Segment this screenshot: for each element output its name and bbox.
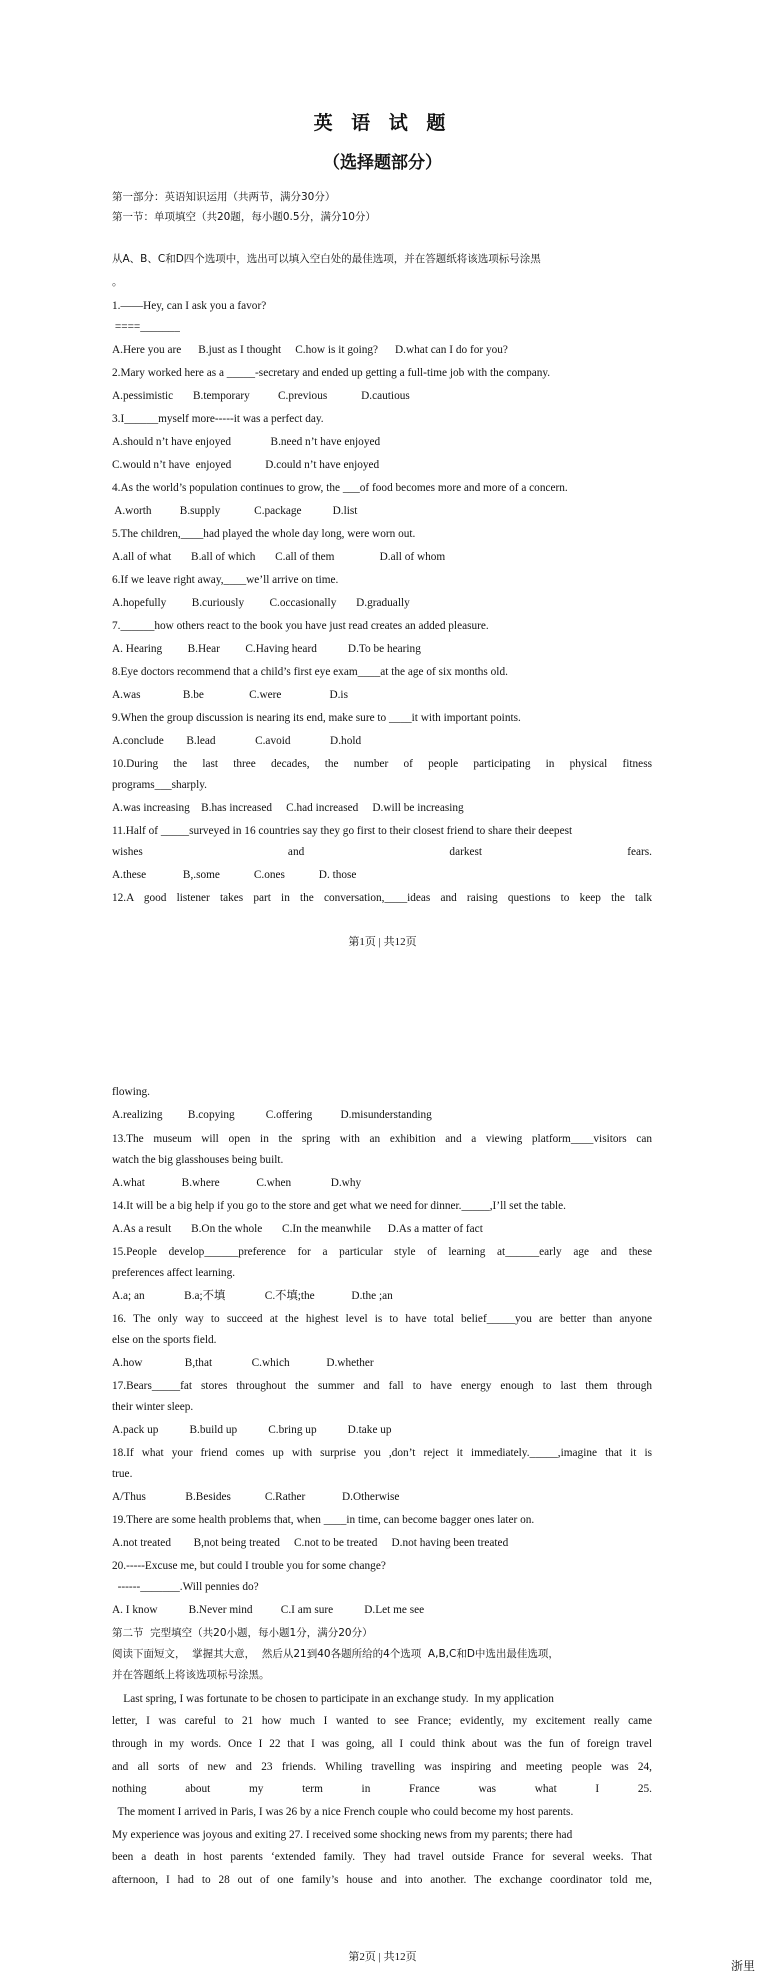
text-line: 13.The museum will open in the spring with an exhibition and a viewing platform____visitors can	[112, 1133, 652, 1145]
text-line: A.what B.where C.when D.why	[112, 1177, 362, 1189]
exam-subtitle: （选择题部分）	[323, 153, 442, 173]
page-1	[0, 0, 765, 960]
text-line: A.was B.be C.were D.is	[112, 689, 348, 701]
text-line: A.conclude B.lead C.avoid D.hold	[112, 735, 362, 747]
text-line: ====_______	[112, 321, 180, 333]
text-line: A.these B,.some C.ones D. those	[112, 869, 357, 881]
text-line: 7.______how others react to the book you have just read creates an added pleasure.	[112, 620, 489, 632]
text-line: A.was increasing B.has increased C.had increased D.will be increasing	[112, 802, 464, 814]
page-2	[0, 1080, 765, 1980]
text-line: 9.When the group discussion is nearing its end, make sure to ____it with important points.	[112, 712, 521, 724]
text-line: 16. The only way to succeed at the highest level is to have total belief_____you are better than anyone	[112, 1313, 652, 1325]
text-line: A.not treated B,not being treated C.not to be treated D.not having been treated	[112, 1537, 509, 1549]
text-line: A.realizing B.copying C.offering D.misunderstanding	[112, 1109, 432, 1121]
text-line: A.how B,that C.which D.whether	[112, 1357, 374, 1369]
text-line: 17.Bears_____fat stores throughout the summer and fall to have energy enough to last them through	[112, 1380, 652, 1392]
text-line: through in my words. Once I 22 that I was going, all I could think about was the fun of foreign travel	[112, 1738, 652, 1750]
text-line: A. I know B.Never mind C.I am sure D.Let me see	[112, 1604, 425, 1616]
text-line: 阅读下面短文， 掌握其大意， 然后从21到40各题所给的4个选项 A,B,C和D中选出最佳选项，	[112, 1648, 559, 1660]
text-line: ------_______.Will pennies do?	[112, 1581, 259, 1593]
text-line: their winter sleep.	[112, 1401, 194, 1413]
text-line: A.As a result B.On the whole C.In the meanwhile D.As a matter of fact	[112, 1223, 483, 1235]
text-line: 20.-----Excuse me, but could I trouble you for some change?	[112, 1560, 386, 1572]
text-line: A.hopefully B.curiously C.occasionally D.gradually	[112, 597, 410, 609]
page-2-footer: 第2页 | 共12页	[348, 1951, 417, 1963]
text-line: else on the sports field.	[112, 1334, 217, 1346]
text-line: 第一节：单项填空（共20题，每小题0.5分，满分10分）	[112, 211, 376, 223]
text-line: A.should n’t have enjoyed B.need n’t have enjoyed	[112, 436, 381, 448]
text-line: A. Hearing B.Hear C.Having heard D.To be hearing	[112, 643, 421, 655]
text-line: A.worth B.supply C.package D.list	[112, 505, 358, 517]
text-line: The moment I arrived in Paris, I was 26 by a nice French couple who could become my host parents.	[112, 1806, 574, 1818]
text-line: nothing about my term in France was what I 25.	[112, 1783, 652, 1795]
text-line: 1.——Hey, can I ask you a favor?	[112, 300, 267, 312]
text-line: 并在答题纸上将该选项标号涂黑。	[112, 1669, 270, 1681]
text-line: 14.It will be a big help if you go to the store and get what we need for dinner._____,I’ll set the table.	[112, 1200, 566, 1212]
text-line: A.pessimistic B.temporary C.previous D.cautious	[112, 390, 410, 402]
text-line: 12.A good listener takes part in the conversation,____ideas and raising questions to keep the talk	[112, 892, 652, 904]
text-line: 11.Half of _____surveyed in 16 countries say they go first to their closest friend to share their deepest	[112, 825, 573, 837]
text-line: 从A、B、C和D四个选项中，选出可以填入空白处的最佳选项，并在答题纸将该选项标号涂黑	[112, 253, 541, 265]
text-line: Last spring, I was fortunate to be chosen to participate in an exchange study. In my application	[112, 1693, 554, 1705]
page-1-footer: 第1页 | 共12页	[348, 936, 417, 948]
text-line: programs___sharply.	[112, 779, 207, 791]
text-line: and all sorts of new and 23 friends. Whiling travelling was inspiring and meeting people was 24,	[112, 1761, 652, 1773]
corner-watermark: 浙里	[730, 1959, 755, 1973]
text-line: 8.Eye doctors recommend that a child’s first eye exam____at the age of six months old.	[112, 666, 508, 678]
text-line: My experience was joyous and exiting 27. I received some shocking news from my parents; there had	[112, 1829, 573, 1841]
exam-title: 英 语 试 题	[313, 112, 452, 134]
text-line: A.a; an B.a;不填 C.不填;the D.the ;an	[112, 1290, 393, 1302]
text-line: A/Thus B.Besides C.Rather D.Otherwise	[112, 1491, 400, 1503]
text-line: 4.As the world’s population continues to grow, the ___of food becomes more and more of a concern.	[112, 482, 568, 494]
text-line: 第二节 完型填空（共20小题，每小题1分，满分20分）	[112, 1627, 373, 1639]
text-line: A.pack up B.build up C.bring up D.take up	[112, 1424, 392, 1436]
text-line: 3.I______myself more-----it was a perfect day.	[112, 413, 324, 425]
text-line: A.Here you are B.just as I thought C.how is it going? D.what can I do for you?	[112, 344, 508, 356]
text-line: 18.If what your friend comes up with surprise you ,don’t reject it immediately._____,imagine that it is	[112, 1447, 652, 1459]
text-line: A.all of what B.all of which C.all of them D.all of whom	[112, 551, 446, 563]
text-line: letter, I was careful to 21 how much I wanted to see France; evidently, my excitement really came	[112, 1715, 652, 1727]
text-line: 10.During the last three decades, the number of people participating in physical fitness	[112, 758, 652, 770]
text-line: afternoon, I had to 28 out of one family’s house and into another. The exchange coordinator told me,	[112, 1874, 652, 1886]
text-line: flowing.	[112, 1086, 150, 1098]
text-line: C.would n’t have enjoyed D.could n’t have enjoyed	[112, 459, 380, 471]
text-line: 15.People develop______preference for a particular style of learning at______early age and these	[112, 1246, 652, 1258]
text-line: 19.There are some health problems that, when ____in time, can become bagger ones later on.	[112, 1514, 535, 1526]
text-line: true.	[112, 1468, 133, 1480]
text-line: 2.Mary worked here as a _____-secretary and ended up getting a full-time job with the company.	[112, 367, 551, 379]
text-line: 。	[112, 276, 123, 288]
text-line: watch the big glasshouses being built.	[112, 1154, 284, 1166]
text-line: been a death in host parents ‘extended family. They had travel outside France for several weeks. That	[112, 1851, 652, 1863]
text-line: preferences affect learning.	[112, 1267, 236, 1279]
text-line: 6.If we leave right away,____we’ll arrive on time.	[112, 574, 339, 586]
text-line: 第一部分：英语知识运用（共两节，满分30分）	[112, 191, 336, 203]
text-line: 5.The children,____had played the whole day long, were worn out.	[112, 528, 416, 540]
text-line: wishes and darkest fears.	[112, 846, 652, 858]
